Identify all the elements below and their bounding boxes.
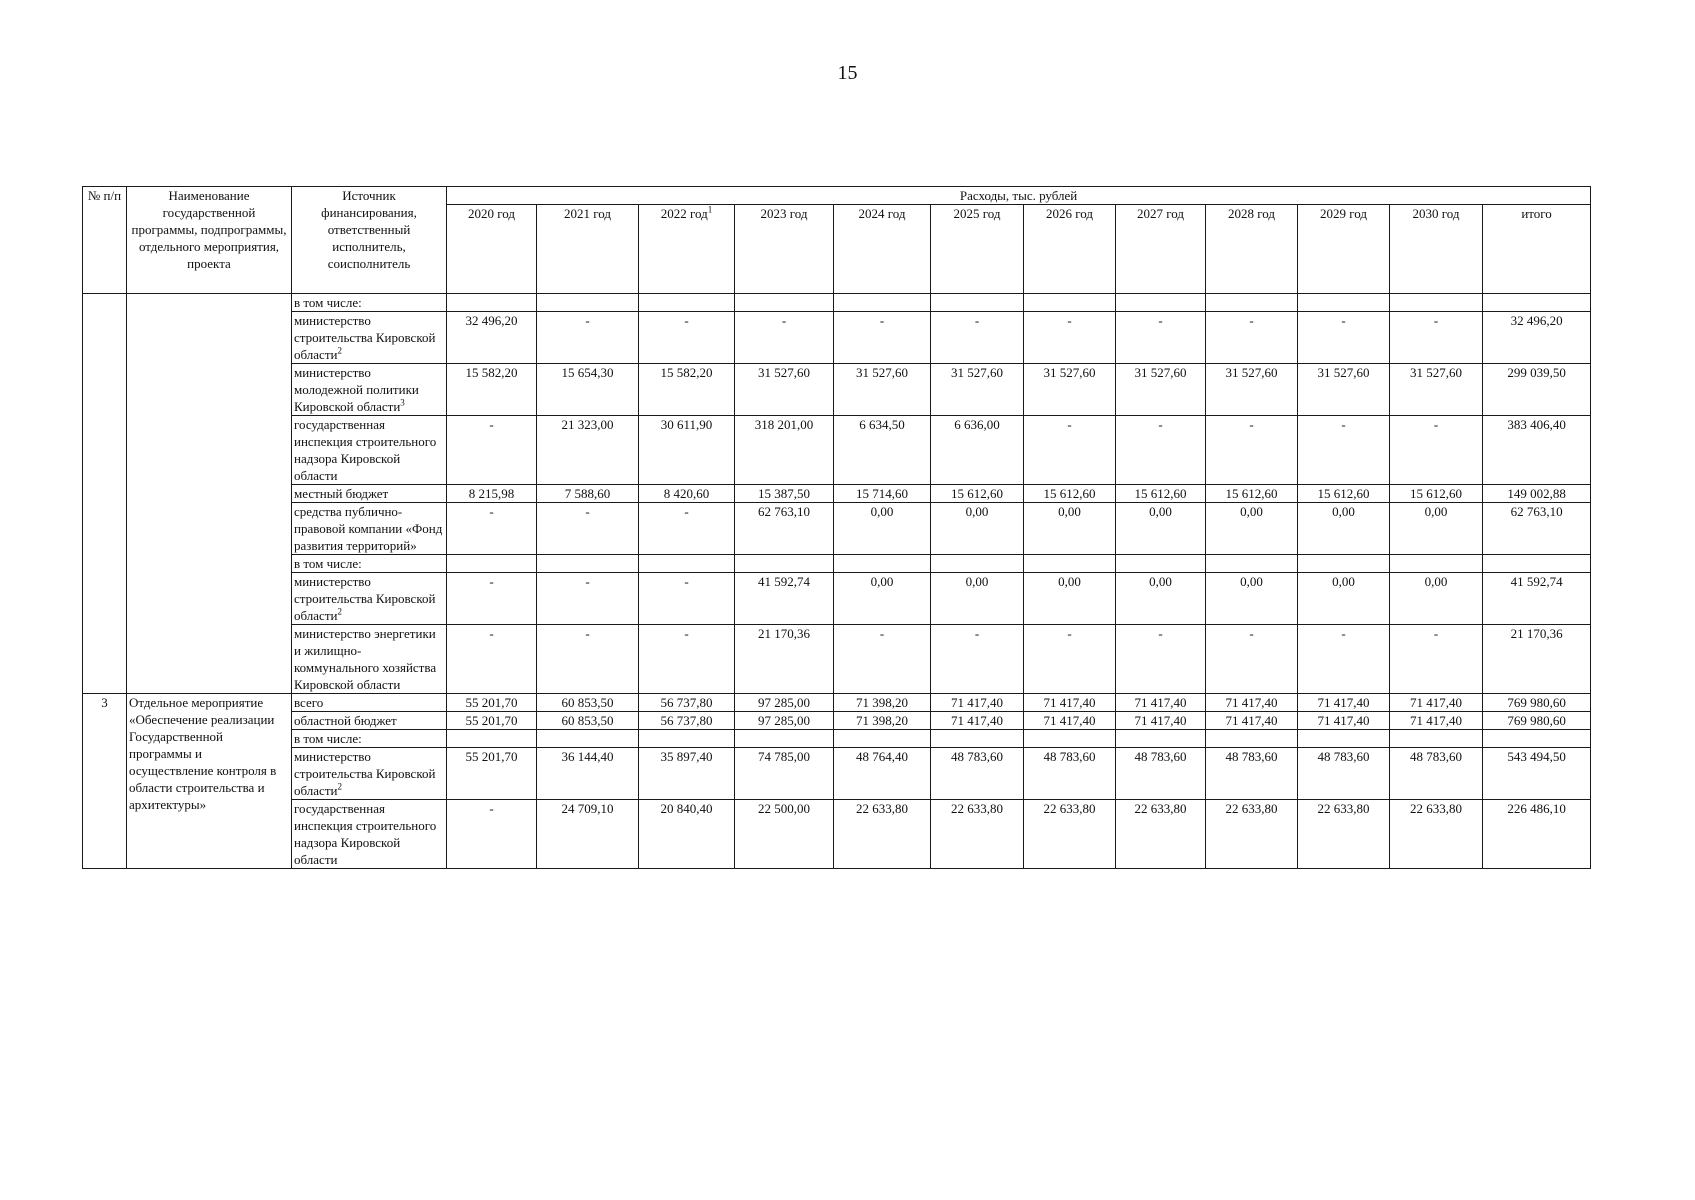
value-cell: -	[931, 625, 1024, 694]
name-cell	[127, 294, 292, 694]
value-cell: 20 840,40	[639, 800, 735, 869]
value-cell: 62 763,10	[735, 503, 834, 555]
value-cell: -	[1024, 625, 1116, 694]
value-cell: 8 215,98	[447, 485, 537, 503]
source-cell: всего	[292, 694, 447, 712]
value-cell: 318 201,00	[735, 416, 834, 485]
value-cell: 31 527,60	[1206, 364, 1298, 416]
value-cell	[735, 294, 834, 312]
value-cell: -	[537, 625, 639, 694]
value-cell: -	[1298, 625, 1390, 694]
value-cell: 543 494,50	[1483, 748, 1591, 800]
table-row	[83, 748, 1591, 800]
value-cell: -	[447, 503, 537, 555]
value-cell: 62 763,10	[1483, 503, 1591, 555]
value-cell: 71 417,40	[1024, 712, 1116, 730]
table-row	[83, 503, 1591, 555]
header-year: 2029 год	[1298, 205, 1390, 294]
value-cell	[1483, 294, 1591, 312]
value-cell	[639, 555, 735, 573]
value-cell: 15 654,30	[537, 364, 639, 416]
page-number: 15	[837, 62, 858, 84]
value-cell: -	[447, 625, 537, 694]
value-cell: 71 417,40	[931, 712, 1024, 730]
value-cell: 48 764,40	[834, 748, 931, 800]
value-cell: 55 201,70	[447, 748, 537, 800]
footnote-mark: 1	[707, 204, 713, 215]
value-cell: -	[1206, 312, 1298, 364]
value-cell: 32 496,20	[447, 312, 537, 364]
value-cell: -	[1206, 625, 1298, 694]
value-cell: 0,00	[1390, 573, 1483, 625]
value-cell: -	[537, 503, 639, 555]
source-cell: средства публично-правовой компании «Фонд развития территорий»	[292, 503, 447, 555]
value-cell: 149 002,88	[1483, 485, 1591, 503]
value-cell: -	[537, 573, 639, 625]
value-cell: 0,00	[1206, 573, 1298, 625]
footnote-mark: 2	[337, 606, 342, 617]
value-cell	[931, 730, 1024, 748]
value-cell: 71 417,40	[1206, 712, 1298, 730]
value-cell: -	[1390, 625, 1483, 694]
value-cell: 35 897,40	[639, 748, 735, 800]
value-cell: 6 636,00	[931, 416, 1024, 485]
value-cell: 15 714,60	[834, 485, 931, 503]
value-cell	[1298, 555, 1390, 573]
table-row	[83, 694, 1591, 712]
value-cell: 0,00	[1298, 573, 1390, 625]
value-cell: 0,00	[1024, 503, 1116, 555]
value-cell: 299 039,50	[1483, 364, 1591, 416]
value-cell: 31 527,60	[735, 364, 834, 416]
value-cell: 56 737,80	[639, 712, 735, 730]
value-cell: 6 634,50	[834, 416, 931, 485]
value-cell: 8 420,60	[639, 485, 735, 503]
value-cell: -	[1390, 312, 1483, 364]
value-cell: 22 633,80	[1298, 800, 1390, 869]
value-cell: -	[639, 503, 735, 555]
value-cell	[834, 555, 931, 573]
value-cell: -	[834, 312, 931, 364]
value-cell	[447, 730, 537, 748]
value-cell: 41 592,74	[1483, 573, 1591, 625]
value-cell: 36 144,40	[537, 748, 639, 800]
header-year: 2027 год	[1116, 205, 1206, 294]
value-cell: 0,00	[1116, 573, 1206, 625]
value-cell: 71 417,40	[1116, 712, 1206, 730]
number-cell: 3	[83, 694, 127, 869]
header-name: Наименование государственной программы, подпрограммы, отдельного мероприятия, проекта	[127, 187, 292, 294]
value-cell: 71 417,40	[1298, 694, 1390, 712]
value-cell: -	[834, 625, 931, 694]
value-cell: 22 633,80	[1024, 800, 1116, 869]
value-cell: 22 633,80	[1390, 800, 1483, 869]
value-cell: 21 170,36	[1483, 625, 1591, 694]
value-cell: 24 709,10	[537, 800, 639, 869]
expenses-table	[82, 186, 1591, 869]
value-cell: 71 417,40	[1024, 694, 1116, 712]
value-cell: 0,00	[834, 573, 931, 625]
table-row	[83, 625, 1591, 694]
value-cell: -	[1024, 416, 1116, 485]
value-cell	[1390, 730, 1483, 748]
value-cell: 48 783,60	[1390, 748, 1483, 800]
value-cell	[834, 294, 931, 312]
name-cell: Отдельное мероприятие «Обеспечение реализации Государственной программы и осуществление контроля в области строительства и архитектуры»	[127, 694, 292, 869]
value-cell: 0,00	[931, 503, 1024, 555]
value-cell	[1024, 730, 1116, 748]
value-cell: 22 633,80	[1206, 800, 1298, 869]
source-cell: в том числе:	[292, 730, 447, 748]
value-cell	[1483, 555, 1591, 573]
value-cell: -	[931, 312, 1024, 364]
value-cell: 71 417,40	[1390, 712, 1483, 730]
value-cell: -	[639, 312, 735, 364]
value-cell: 31 527,60	[1116, 364, 1206, 416]
value-cell: 56 737,80	[639, 694, 735, 712]
table-row	[83, 364, 1591, 416]
footnote-mark: 3	[400, 397, 405, 408]
value-cell: -	[1116, 312, 1206, 364]
value-cell	[735, 555, 834, 573]
value-cell: 48 783,60	[931, 748, 1024, 800]
value-cell: -	[1024, 312, 1116, 364]
value-cell: 60 853,50	[537, 712, 639, 730]
value-cell: 31 527,60	[1390, 364, 1483, 416]
source-cell: государственная инспекция строительного надзора Кировской области	[292, 416, 447, 485]
value-cell: 15 612,60	[931, 485, 1024, 503]
value-cell: 15 612,60	[1390, 485, 1483, 503]
header-source: Источник финансирования, ответственный исполнитель, соисполнитель	[292, 187, 447, 294]
value-cell: 0,00	[834, 503, 931, 555]
source-cell: в том числе:	[292, 294, 447, 312]
source-cell: местный бюджет	[292, 485, 447, 503]
value-cell	[1390, 294, 1483, 312]
value-cell	[834, 730, 931, 748]
value-cell: 71 417,40	[931, 694, 1024, 712]
header-number: № п/п	[83, 187, 127, 294]
table-row	[83, 312, 1591, 364]
value-cell: 71 398,20	[834, 712, 931, 730]
value-cell	[537, 555, 639, 573]
value-cell: -	[735, 312, 834, 364]
value-cell: 55 201,70	[447, 694, 537, 712]
value-cell: 74 785,00	[735, 748, 834, 800]
value-cell	[1390, 555, 1483, 573]
value-cell: 31 527,60	[834, 364, 931, 416]
value-cell: -	[1116, 625, 1206, 694]
value-cell: 769 980,60	[1483, 694, 1591, 712]
value-cell	[447, 294, 537, 312]
source-cell: государственная инспекция строительного надзора Кировской области	[292, 800, 447, 869]
footnote-mark: 2	[337, 345, 342, 356]
table-row	[83, 294, 1591, 312]
value-cell: 30 611,90	[639, 416, 735, 485]
value-cell: 48 783,60	[1206, 748, 1298, 800]
value-cell: 48 783,60	[1298, 748, 1390, 800]
table-row	[83, 573, 1591, 625]
value-cell: 22 633,80	[1116, 800, 1206, 869]
value-cell: -	[1298, 312, 1390, 364]
value-cell	[1024, 555, 1116, 573]
value-cell: 15 612,60	[1116, 485, 1206, 503]
value-cell	[1298, 294, 1390, 312]
value-cell: 0,00	[1116, 503, 1206, 555]
header-year: итого	[1483, 205, 1591, 294]
header-year: 2021 год	[537, 205, 639, 294]
value-cell: 71 417,40	[1298, 712, 1390, 730]
value-cell: 15 612,60	[1206, 485, 1298, 503]
footnote-mark: 2	[337, 781, 342, 792]
value-cell	[639, 294, 735, 312]
source-cell: министерство энергетики и жилищно-коммунального хозяйства Кировской области	[292, 625, 447, 694]
value-cell: 71 417,40	[1390, 694, 1483, 712]
source-cell: в том числе:	[292, 555, 447, 573]
table-row	[83, 800, 1591, 869]
value-cell: 71 398,20	[834, 694, 931, 712]
value-cell: -	[1298, 416, 1390, 485]
value-cell	[1116, 730, 1206, 748]
header-year: 2026 год	[1024, 205, 1116, 294]
value-cell: 97 285,00	[735, 712, 834, 730]
value-cell: 48 783,60	[1024, 748, 1116, 800]
number-cell	[83, 294, 127, 694]
source-cell: областной бюджет	[292, 712, 447, 730]
value-cell: 71 417,40	[1206, 694, 1298, 712]
table-row	[83, 730, 1591, 748]
value-cell: 0,00	[1024, 573, 1116, 625]
value-cell: 15 612,60	[1024, 485, 1116, 503]
value-cell: -	[1206, 416, 1298, 485]
value-cell	[1024, 294, 1116, 312]
value-cell	[931, 294, 1024, 312]
value-cell: 31 527,60	[1024, 364, 1116, 416]
value-cell	[735, 730, 834, 748]
value-cell: -	[447, 573, 537, 625]
value-cell: 15 387,50	[735, 485, 834, 503]
value-cell: 21 323,00	[537, 416, 639, 485]
header-expenses: Расходы, тыс. рублей	[447, 187, 1591, 205]
value-cell: 32 496,20	[1483, 312, 1591, 364]
value-cell	[1298, 730, 1390, 748]
value-cell: 22 500,00	[735, 800, 834, 869]
source-cell: министерство строительства Кировской области$^2$	[292, 573, 447, 625]
value-cell: 97 285,00	[735, 694, 834, 712]
value-cell: 769 980,60	[1483, 712, 1591, 730]
value-cell: -	[447, 800, 537, 869]
table-row	[83, 416, 1591, 485]
value-cell: -	[537, 312, 639, 364]
value-cell: 71 417,40	[1116, 694, 1206, 712]
value-cell: 48 783,60	[1116, 748, 1206, 800]
source-cell: министерство строительства Кировской области$^2$	[292, 748, 447, 800]
source-cell: министерство строительства Кировской области$^2$	[292, 312, 447, 364]
value-cell	[639, 730, 735, 748]
source-cell: министерство молодежной политики Кировской области$^3$	[292, 364, 447, 416]
value-cell: 0,00	[931, 573, 1024, 625]
value-cell: 0,00	[1390, 503, 1483, 555]
header-year: 2024 год	[834, 205, 931, 294]
value-cell: 15 582,20	[639, 364, 735, 416]
value-cell	[931, 555, 1024, 573]
value-cell: 383 406,40	[1483, 416, 1591, 485]
value-cell	[1206, 730, 1298, 748]
value-cell	[1116, 555, 1206, 573]
value-cell: 31 527,60	[931, 364, 1024, 416]
value-cell: -	[1390, 416, 1483, 485]
value-cell: 0,00	[1206, 503, 1298, 555]
value-cell: 22 633,80	[834, 800, 931, 869]
value-cell	[1206, 555, 1298, 573]
value-cell: -	[639, 573, 735, 625]
value-cell	[537, 294, 639, 312]
value-cell: 22 633,80	[931, 800, 1024, 869]
value-cell: 41 592,74	[735, 573, 834, 625]
value-cell: -	[1116, 416, 1206, 485]
value-cell: -	[639, 625, 735, 694]
value-cell: 15 612,60	[1298, 485, 1390, 503]
header-year: 2025 год	[931, 205, 1024, 294]
value-cell	[447, 555, 537, 573]
value-cell: 60 853,50	[537, 694, 639, 712]
value-cell: 15 582,20	[447, 364, 537, 416]
value-cell: 7 588,60	[537, 485, 639, 503]
value-cell: -	[447, 416, 537, 485]
table-row	[83, 712, 1591, 730]
header-year: 2030 год	[1390, 205, 1483, 294]
value-cell: 21 170,36	[735, 625, 834, 694]
value-cell: 226 486,10	[1483, 800, 1591, 869]
value-cell	[537, 730, 639, 748]
value-cell	[1206, 294, 1298, 312]
header-year: 2020 год	[447, 205, 537, 294]
table-row	[83, 555, 1591, 573]
value-cell: 0,00	[1298, 503, 1390, 555]
value-cell: 31 527,60	[1298, 364, 1390, 416]
header-year: 2022 год$^1$	[639, 205, 735, 294]
header-year: 2023 год	[735, 205, 834, 294]
value-cell: 55 201,70	[447, 712, 537, 730]
value-cell	[1483, 730, 1591, 748]
value-cell	[1116, 294, 1206, 312]
header-year: 2028 год	[1206, 205, 1298, 294]
table-row	[83, 485, 1591, 503]
